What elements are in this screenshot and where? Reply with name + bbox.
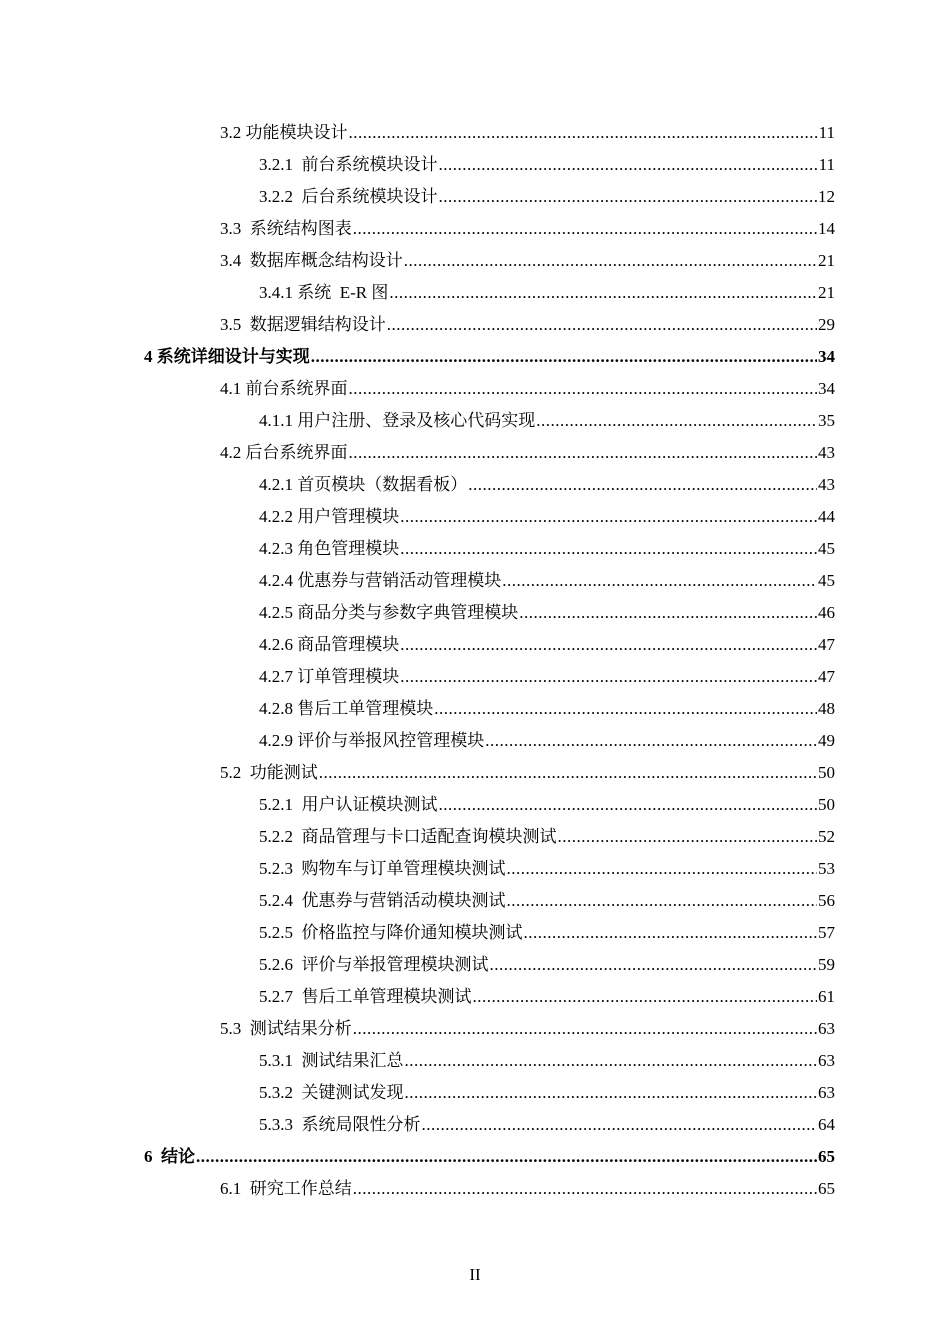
- toc-entry[interactable]: [0, 661, 950, 693]
- toc-entry-page: 11: [818, 123, 835, 142]
- toc-entry[interactable]: [0, 213, 950, 245]
- toc-entry-title: 5.2 功能测试: [220, 763, 318, 782]
- toc-dot-leader: [507, 859, 818, 879]
- toc-entry[interactable]: [0, 757, 950, 789]
- toc-entry-page: 59: [818, 955, 835, 974]
- toc-entry[interactable]: [0, 981, 950, 1013]
- toc-dot-leader: [349, 379, 818, 399]
- toc-entry-page: 11: [818, 155, 835, 174]
- toc-entry-title: 5.3.1 测试结果汇总: [259, 1051, 404, 1070]
- toc-entry[interactable]: [0, 405, 950, 437]
- toc-dot-leader: [473, 987, 818, 1007]
- toc-entry-page: 35: [818, 411, 835, 430]
- toc-entry-page: 53: [818, 859, 835, 878]
- toc-entry-title: 5.2.2 商品管理与卡口适配查询模块测试: [259, 827, 557, 846]
- toc-entry-page: 48: [818, 699, 835, 718]
- toc-entry[interactable]: [0, 949, 950, 981]
- toc-entry-page: 43: [818, 475, 835, 494]
- toc-entry-title: 5.2.3 购物车与订单管理模块测试: [259, 859, 506, 878]
- toc-dot-leader: [558, 827, 818, 847]
- toc-dot-leader: [490, 955, 818, 975]
- toc-entry-title: 5.3.2 关键测试发现: [259, 1083, 404, 1102]
- toc-entry[interactable]: [0, 1173, 950, 1205]
- toc-dot-leader: [439, 155, 818, 175]
- toc-entry[interactable]: [0, 1077, 950, 1109]
- toc-entry[interactable]: [0, 437, 950, 469]
- toc-dot-leader: [519, 603, 817, 623]
- toc-dot-leader: [439, 795, 818, 815]
- toc-entry-page: 34: [818, 347, 835, 366]
- toc-entry-page: 63: [818, 1051, 835, 1070]
- toc-dot-leader: [353, 1179, 817, 1199]
- toc-entry[interactable]: [0, 565, 950, 597]
- toc-dot-leader: [422, 1115, 818, 1135]
- toc-entry-title: 4.2 后台系统界面: [220, 443, 348, 462]
- toc-entry-page: 14: [818, 219, 835, 238]
- toc-entry-title: 4.2.7 订单管理模块: [259, 667, 400, 686]
- toc-dot-leader: [389, 283, 817, 303]
- toc-entry-title: 5.3.3 系统局限性分析: [259, 1115, 421, 1134]
- toc-entry-title: 3.4.1 系统 E-R 图: [259, 283, 389, 302]
- toc-entry-title: 4.1.1 用户注册、登录及核心代码实现: [259, 411, 536, 430]
- toc-entry-page: 45: [818, 539, 835, 558]
- toc-entry[interactable]: [0, 149, 950, 181]
- toc-entry[interactable]: [0, 1109, 950, 1141]
- toc-entry-page: 50: [818, 795, 835, 814]
- toc-entry[interactable]: [0, 1141, 950, 1173]
- toc-entry[interactable]: [0, 853, 950, 885]
- toc-dot-leader: [400, 667, 817, 687]
- toc-entry[interactable]: [0, 245, 950, 277]
- toc-entry-title: 3.2 功能模块设计: [220, 123, 348, 142]
- toc-entry-title: 3.2.2 后台系统模块设计: [259, 187, 438, 206]
- toc-dot-leader: [400, 507, 817, 527]
- toc-entry-page: 52: [818, 827, 835, 846]
- toc-entry-title: 5.2.6 评价与举报管理模块测试: [259, 955, 489, 974]
- toc-dot-leader: [349, 443, 818, 463]
- toc-dot-leader: [400, 539, 817, 559]
- toc-entry-title: 3.4 数据库概念结构设计: [220, 251, 403, 270]
- toc-entry-page: 21: [818, 251, 835, 270]
- toc-entry[interactable]: [0, 501, 950, 533]
- toc-entry-title: 4.2.4 优惠券与营销活动管理模块: [259, 571, 502, 590]
- toc-dot-leader: [502, 571, 817, 591]
- toc-entry-title: 4.2.9 评价与举报风控管理模块: [259, 731, 485, 750]
- toc-dot-leader: [353, 1019, 817, 1039]
- toc-entry[interactable]: [0, 1013, 950, 1045]
- toc-entry-page: 29: [818, 315, 835, 334]
- toc-entry-title: 6.1 研究工作总结: [220, 1179, 352, 1198]
- toc-entry-page: 56: [818, 891, 835, 910]
- toc-entry-page: 50: [818, 763, 835, 782]
- toc-entry-title: 4 系统详细设计与实现: [144, 347, 310, 366]
- toc-dot-leader: [319, 763, 817, 783]
- toc-dot-leader: [434, 699, 817, 719]
- toc-dot-leader: [507, 891, 818, 911]
- toc-entry-page: 34: [818, 379, 835, 398]
- toc-dot-leader: [485, 731, 817, 751]
- toc-entry-page: 45: [818, 571, 835, 590]
- toc-entry-page: 65: [818, 1179, 835, 1198]
- toc-entry-title: 4.2.5 商品分类与参数字典管理模块: [259, 603, 519, 622]
- toc-entry[interactable]: [0, 1045, 950, 1077]
- toc-entry-title: 5.2.7 售后工单管理模块测试: [259, 987, 472, 1006]
- toc-dot-leader: [439, 187, 818, 207]
- toc-entry-page: 61: [818, 987, 835, 1006]
- toc-dot-leader: [349, 123, 818, 143]
- toc-entry[interactable]: [0, 181, 950, 213]
- toc-entry[interactable]: [0, 309, 950, 341]
- toc-entry-title: 3.2.1 前台系统模块设计: [259, 155, 438, 174]
- toc-entry[interactable]: [0, 917, 950, 949]
- toc-entry-title: 5.2.5 价格监控与降价通知模块测试: [259, 923, 523, 942]
- toc-entry-title: 4.2.3 角色管理模块: [259, 539, 400, 558]
- toc-entry-page: 43: [818, 443, 835, 462]
- toc-entry-page: 47: [818, 667, 835, 686]
- toc-entry[interactable]: [0, 629, 950, 661]
- toc-entry[interactable]: [0, 533, 950, 565]
- toc-entry[interactable]: [0, 885, 950, 917]
- toc-entry-page: 46: [818, 603, 835, 622]
- toc-dot-leader: [404, 251, 817, 271]
- toc-entry-title: 4.1 前台系统界面: [220, 379, 348, 398]
- toc-entry-title: 5.2.1 用户认证模块测试: [259, 795, 438, 814]
- toc-entry-title: 3.3 系统结构图表: [220, 219, 352, 238]
- toc-dot-leader: [400, 635, 817, 655]
- toc-entry-page: 47: [818, 635, 835, 654]
- toc-entry[interactable]: [0, 693, 950, 725]
- toc-entry[interactable]: [0, 789, 950, 821]
- toc-entry-title: 4.2.1 首页模块（数据看板）: [259, 475, 468, 494]
- toc-entry[interactable]: [0, 341, 950, 373]
- toc-entry[interactable]: [0, 373, 950, 405]
- toc-entry-title: 4.2.6 商品管理模块: [259, 635, 400, 654]
- toc-entry-title: 6 结论: [144, 1147, 195, 1166]
- toc-entry-page: 44: [818, 507, 835, 526]
- toc-dot-leader: [311, 347, 817, 367]
- toc-entry[interactable]: [0, 469, 950, 501]
- toc-entry-title: 4.2.2 用户管理模块: [259, 507, 400, 526]
- toc-entry[interactable]: [0, 821, 950, 853]
- toc-dot-leader: [524, 923, 818, 943]
- toc-entry-page: 63: [818, 1083, 835, 1102]
- toc-dot-leader: [405, 1083, 818, 1103]
- toc-entry-title: 4.2.8 售后工单管理模块: [259, 699, 434, 718]
- toc-dot-leader: [468, 475, 817, 495]
- toc-entry[interactable]: [0, 597, 950, 629]
- toc-entry-title: 5.2.4 优惠券与营销活动模块测试: [259, 891, 506, 910]
- toc-entry-page: 12: [818, 187, 835, 206]
- toc-dot-leader: [536, 411, 817, 431]
- page-number: II: [469, 1265, 481, 1284]
- toc-dot-leader: [387, 315, 817, 335]
- toc-entry-page: 63: [818, 1019, 835, 1038]
- toc-entry-title: 5.3 测试结果分析: [220, 1019, 352, 1038]
- toc-entry-title: 3.5 数据逻辑结构设计: [220, 315, 386, 334]
- toc-dot-leader: [405, 1051, 818, 1071]
- toc-entry-page: 64: [818, 1115, 835, 1134]
- toc-dot-leader: [196, 1147, 817, 1167]
- toc-entry-page: 21: [818, 283, 835, 302]
- toc-entry[interactable]: [0, 277, 950, 309]
- toc-entry-page: 65: [818, 1147, 835, 1166]
- toc-dot-leader: [353, 219, 817, 239]
- toc-entry[interactable]: [0, 117, 950, 149]
- toc-entry-page: 57: [818, 923, 835, 942]
- toc-entry-page: 49: [818, 731, 835, 750]
- table-of-contents: [0, 117, 950, 1205]
- toc-entry[interactable]: [0, 725, 950, 757]
